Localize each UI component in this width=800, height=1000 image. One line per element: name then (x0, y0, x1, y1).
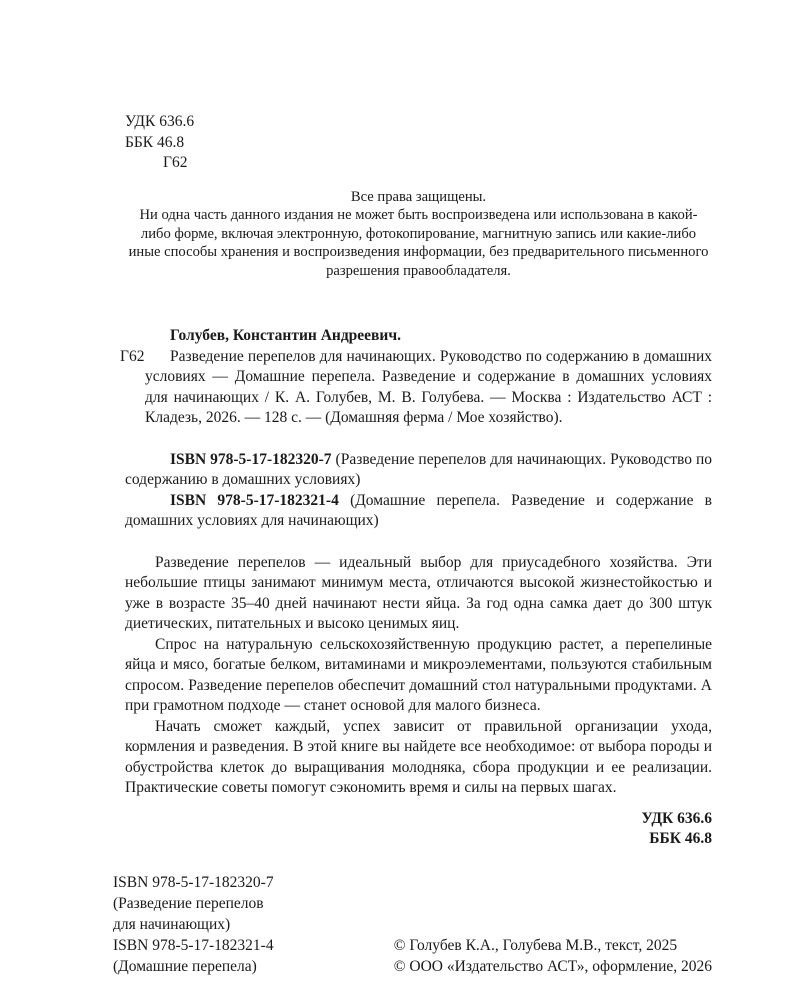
isbn-number-1: ISBN 978-5-17-182320-7 (170, 450, 332, 468)
isbn-note-2: (Домашние перепела. Разведение и содержание в домашних условиях для начинающих) (125, 491, 713, 530)
isbn-block (125, 450, 712, 532)
annotation (125, 553, 712, 799)
footer-isbn-1: ISBN 978-5-17-182320-7 (113, 873, 274, 891)
footer-isbn-2-note: (Домашние перепела) (113, 957, 257, 975)
copyright-line-text: © Голубев К.А., Голубева М.В., текст, 2025 (393, 936, 678, 954)
udk-code-bottom: УДК 636.6 (641, 809, 712, 827)
bibliographic-description: Разведение перепелов для начинающих. Руководство по содержанию в домашних условиях — Домашние перепела. Разведение и содержание в домашних условиях для начинающих / К. А. Голубев, М. В. Голубева. — Москва : Издательство АСТ : Кладезь, 2026. — 128 с. — (Домашняя ферма / Мое хозяйство). (145, 347, 712, 427)
udk-code-top: УДК 636.6 (125, 113, 195, 130)
footer-isbn-2: ISBN 978-5-17-182321-4 (113, 936, 274, 954)
isbn-entry-1 (125, 450, 712, 491)
bbk-code-top: ББК 46.8 (125, 133, 185, 151)
footer (113, 872, 712, 977)
rights-notice-title: Все права защищены. (350, 188, 487, 205)
footer-copyright-column (394, 935, 712, 977)
isbn-number-2: ISBN 978-5-17-182321-4 (170, 491, 339, 509)
cataloging-code-margin: Г62 (120, 347, 145, 365)
g-code-top: Г62 (163, 154, 188, 171)
footer-isbn-column (113, 872, 274, 977)
bibliographic-record (120, 326, 712, 429)
cataloging-codes-top (125, 112, 712, 174)
footer-isbn-1-note-line1: (Разведение перепелов (113, 894, 264, 912)
bbk-code-bottom: ББК 46.8 (649, 830, 712, 848)
annotation-paragraph-2: Спрос на натуральную сельскохозяйственную продукцию растет, а перепелиные яйца и мясо, богатые белком, витаминами и микроэлементами, пользуются стабильным спросом. Разведение перепелов обеспечит домашний стол натуральными продуктами. А при грамотном подходе — станет основой для малого бизнеса. (125, 635, 712, 715)
rights-notice (125, 188, 712, 281)
isbn-note-1: (Разведение перепелов для начинающих. Руководство по содержанию в домашних условиях) (125, 450, 713, 489)
copyright-line-design: © ООО «Издательство АСТ», оформление, 2026 (393, 957, 712, 975)
annotation-paragraph-3: Начать сможет каждый, успех зависит от правильной организации ухода, кормления и разведения. В этой книге вы найдете все необходимое: от выбора породы и обустройства клеток до выращивания молодняка, сбора продукции и ее реализации. Практические советы помогут сэкономить время и силы на первых шагах. (125, 717, 712, 797)
cataloging-codes-bottom (125, 809, 712, 850)
isbn-entry-2 (125, 491, 712, 532)
annotation-paragraph-1: Разведение перепелов — идеальный выбор для приусадебного хозяйства. Эти небольшие птицы занимают минимум места, отличаются высокой жизнестойкостью и уже в возрасте 35–40 дней начинают нести яйца. За год одна самка дает до 300 штук диетических, питательных и высоко ценимых яиц. (125, 553, 712, 633)
footer-isbn-1-note-line2: для начинающих) (113, 915, 231, 933)
rights-notice-body: Ни одна часть данного издания не может быть воспроизведена или использована в какой-либо форме, включая электронную, фотокопирование, магнитную запись или какие-либо иные способы хранения и воспроизведения информации, без предварительного письменного разрешения правообладателя. (128, 207, 709, 279)
author-heading: Голубев, Константин Андреевич. (170, 327, 401, 345)
